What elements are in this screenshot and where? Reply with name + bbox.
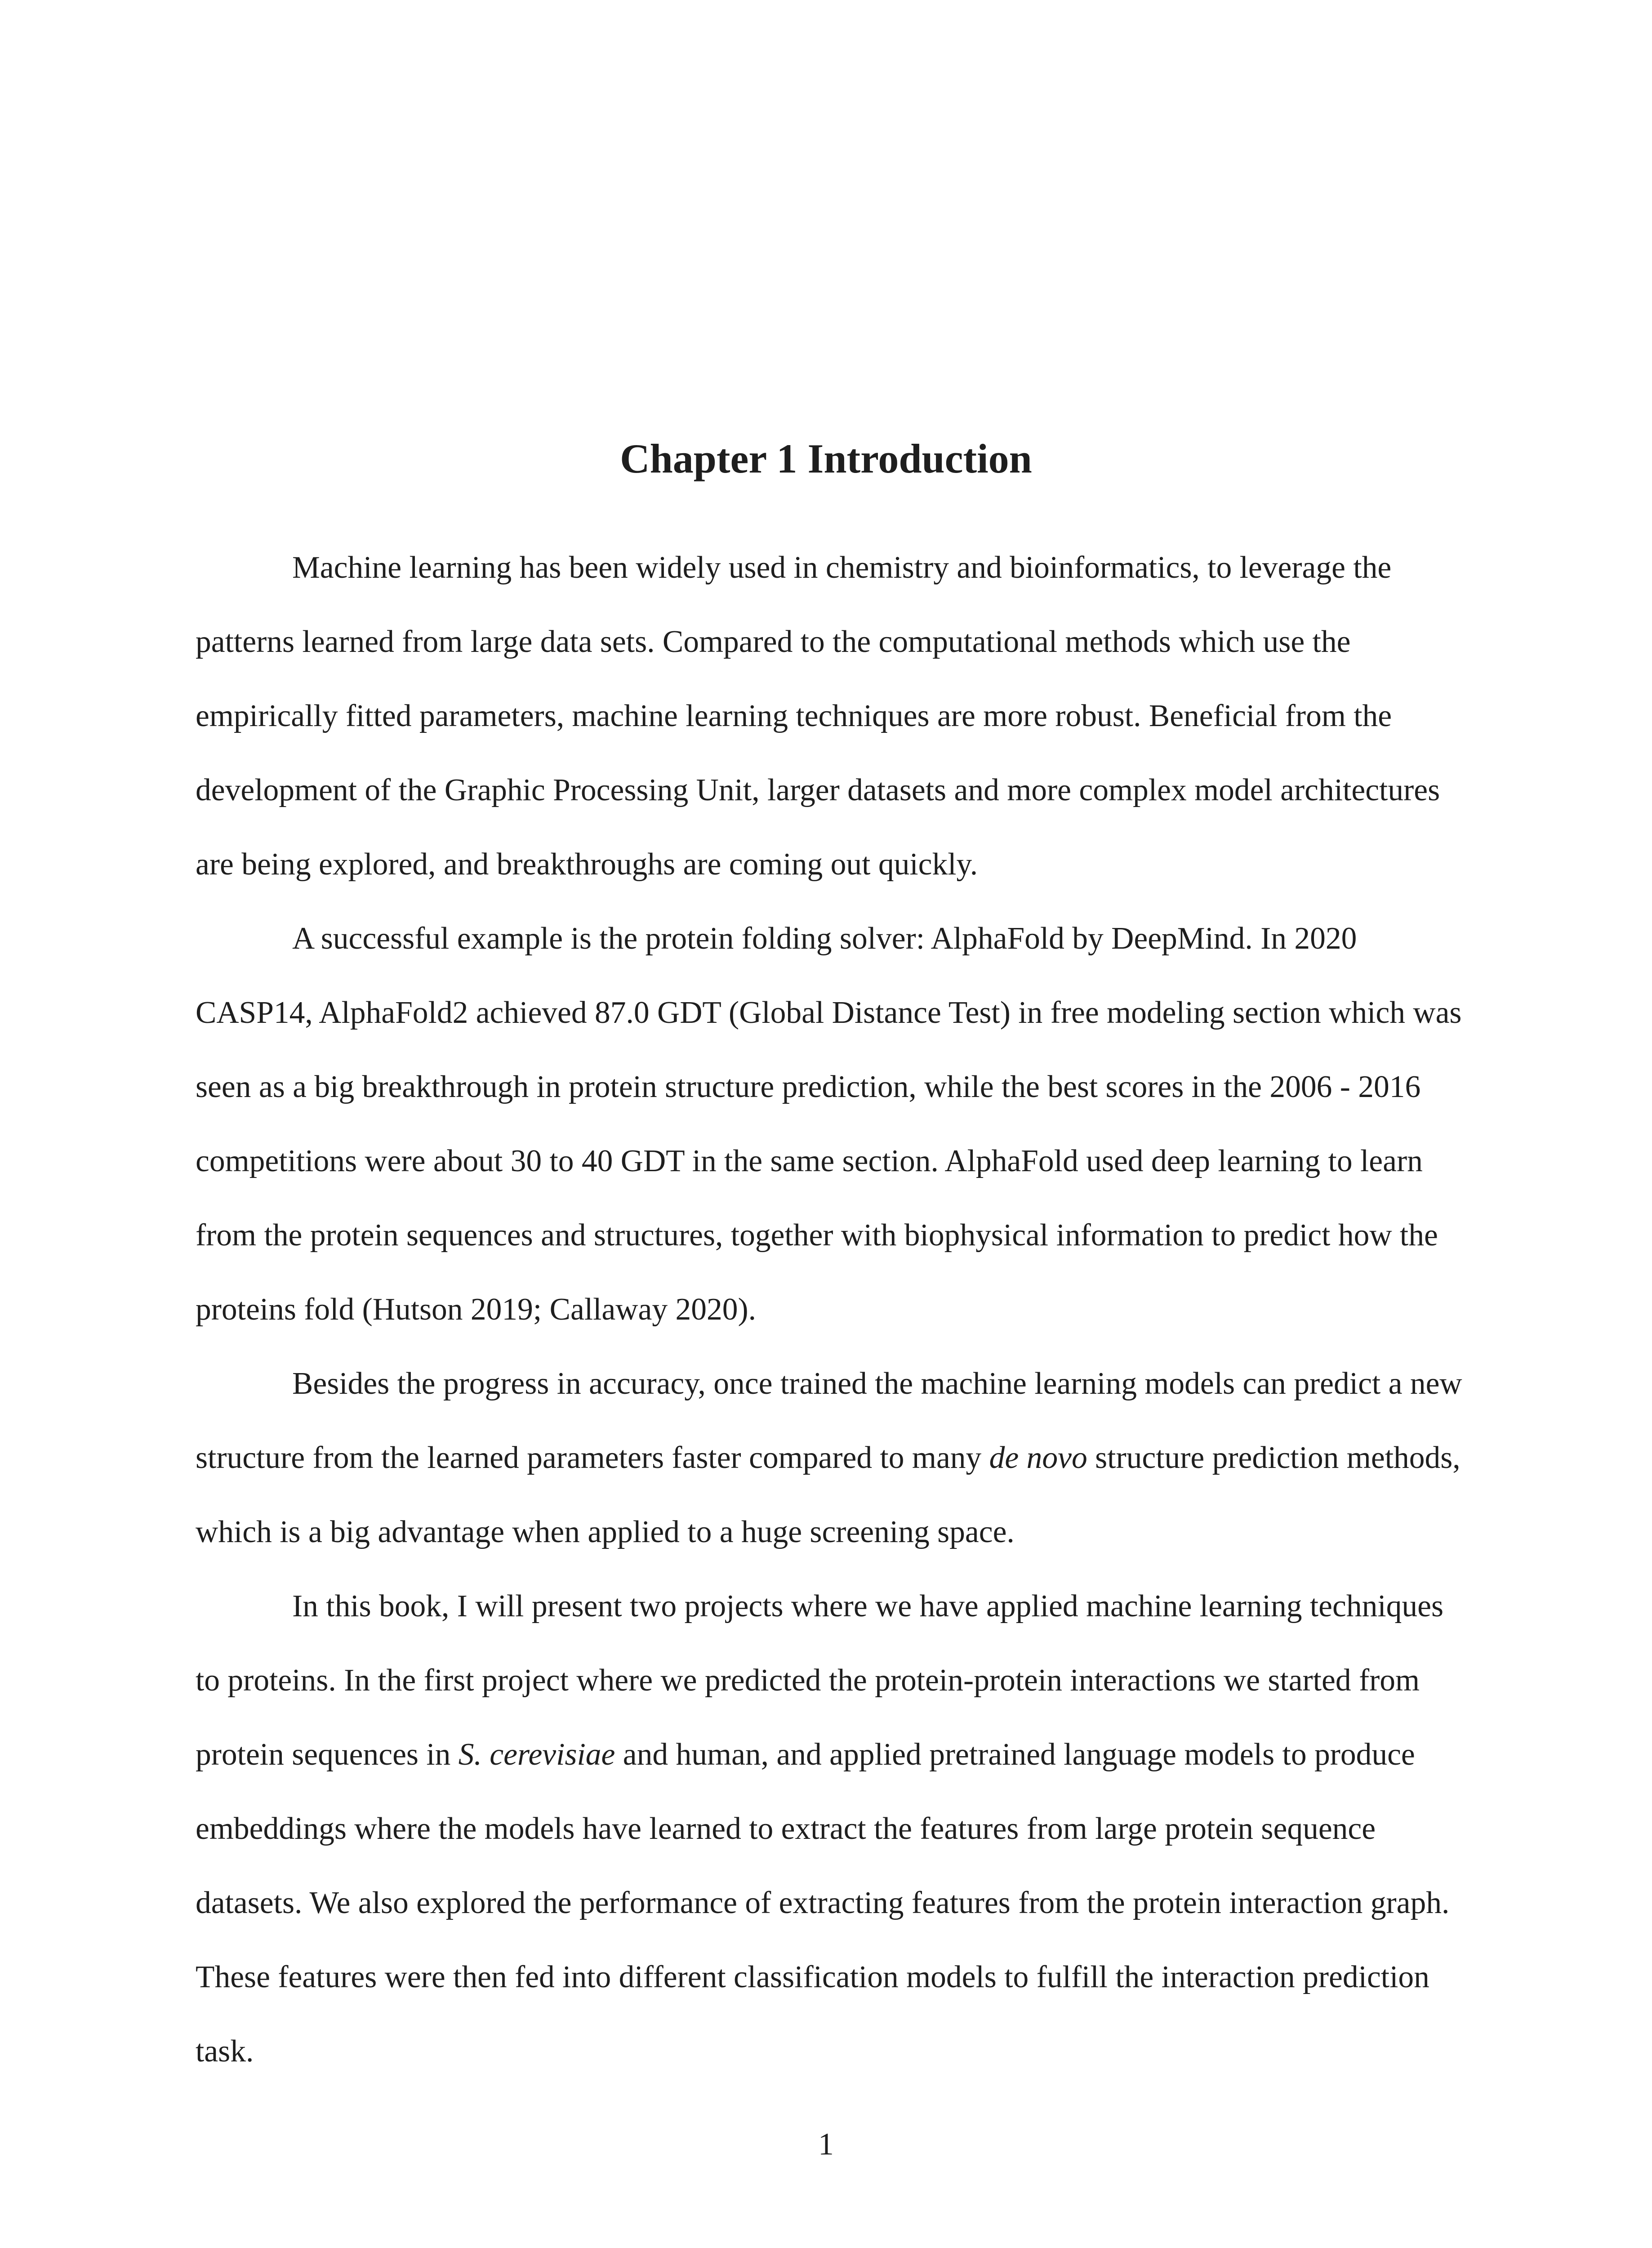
italic-term-de-novo: de novo [989, 1441, 1087, 1475]
paragraph-4-text-end: and human, and applied pretrained language models to produce embeddings where the models have learned to extract the features from large protein sequence datasets. We also explored the performance of extracting features from the protein interaction graph. These features were then fed into different classification models to fulfill the interaction prediction task. [196, 1737, 1450, 2069]
paragraph-3-text-start: Besides the progress in accuracy, once trained the machine learning models can predict a new structure from the learned parameters faster compared to many [196, 1366, 1462, 1475]
paragraph-3-text-end: structure prediction methods, which is a big advantage when applied to a huge screening space. [196, 1441, 1461, 1549]
chapter-title: Chapter 1 Introduction [620, 436, 1032, 482]
paragraph-4 [196, 1569, 1463, 2088]
paragraph-3 [196, 1347, 1463, 1569]
paragraph-4-text-start: In this book, I will present two projects where we have applied machine learning techniques to proteins. In the first project where we predicted the protein-protein interactions we started from protein sequences in [196, 1589, 1444, 1772]
chapter-body [196, 531, 1463, 2088]
page-number: 1 [818, 2127, 834, 2162]
paragraph-1: Machine learning has been widely used in chemistry and bioinformatics, to leverage the patterns learned from large data sets. Compared to the computational methods which use the empirically fitted parameters, machine learning techniques are more robust. Beneficial from the development of the Graphic Processing Unit, larger datasets and more complex model architectures are being explored, and breakthroughs are coming out quickly. [196, 550, 1440, 882]
italic-term-species: S. cerevisiae [458, 1737, 615, 1772]
paragraph-2: A successful example is the protein folding solver: AlphaFold by DeepMind. In 2020 CASP14, AlphaFold2 achieved 87.0 GDT (Global Distance Test) in free modeling section which was seen as a big breakthrough in protein structure prediction, while the best scores in the 2006 - 2016 competitions were about 30 to 40 GDT in the same section. AlphaFold used deep learning to learn from the protein sequences and structures, together with biophysical information to predict how the proteins fold (Hutson 2019; Callaway 2020). [196, 921, 1462, 1327]
